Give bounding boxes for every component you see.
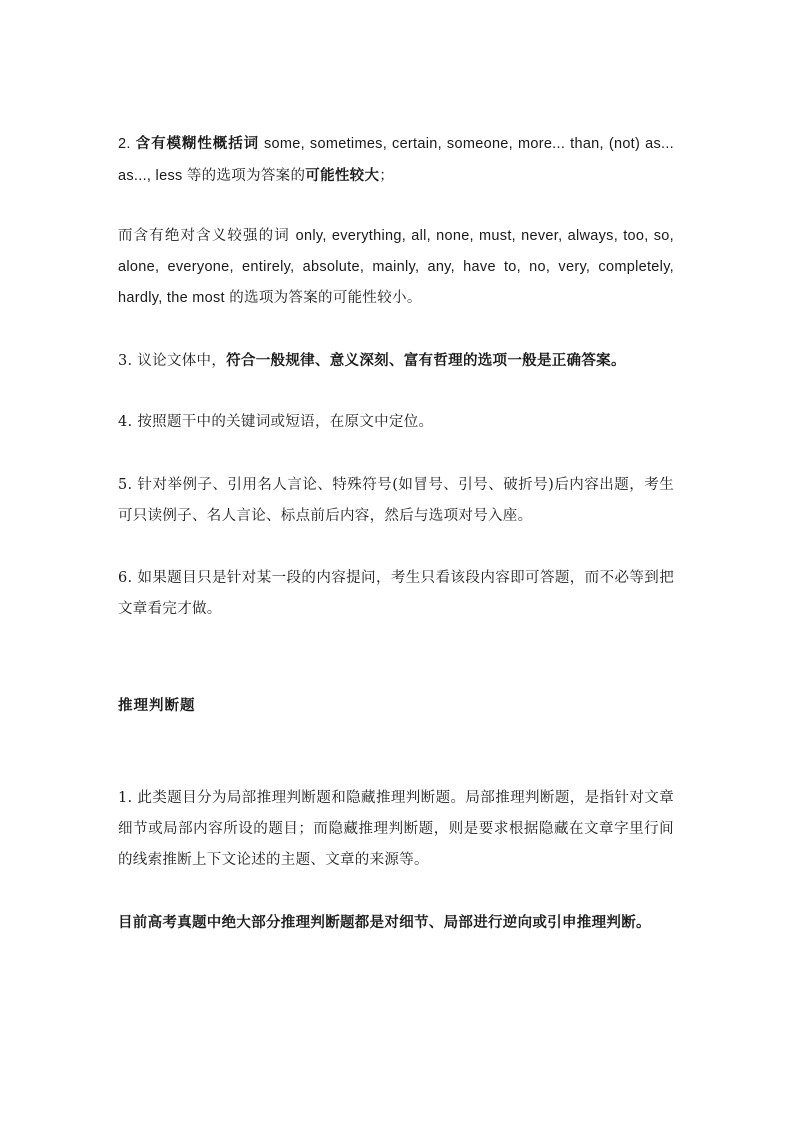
tip-4-text: 4. 按照题干中的关键词或短语，在原文中定位。: [118, 414, 434, 430]
tip-2-bold-term: 含有模糊性概括词: [135, 135, 260, 152]
inference-note-paragraph: [118, 907, 674, 938]
tip-3-paragraph: [118, 345, 674, 377]
tip-2-paragraph: [118, 128, 674, 192]
tip-5-text: 5. 针对举例子、引用名人言论、特殊符号(如冒号、引号、破折号)后内容出题，考生可只读例子、名人言论、标点前后内容，然后与选项对号入座。: [118, 477, 674, 524]
tip-3-bold: 符合一般规律、意义深刻、富有哲理的选项一般是正确答案。: [226, 352, 626, 369]
inference-tip-1-paragraph: [118, 783, 674, 876]
tip-2-middle-text: 等的选项为答案的: [186, 168, 306, 184]
tip-5-paragraph: [118, 470, 674, 532]
tip-3-lead: 3. 议论文体中，: [118, 353, 227, 369]
tip-2-bold-conclusion: 可能性较大: [305, 167, 380, 184]
tip-6-paragraph: [118, 563, 674, 625]
tip-6-text: 6. 如果题目只是针对某一段的内容提问，考生只看该段内容即可答题，而不必等到把文章看完才做。: [118, 570, 674, 617]
inference-tip-1-text: 1. 此类题目分为局部推理判断题和隐藏推理判断题。局部推理判断题，是指针对文章细节或局部内容所设的题目；而隐藏推理判断题，则是要求根据隐藏在文章字里行间的线索推断上下文论述的主题、文章的来源等。: [118, 790, 674, 868]
tip-4-paragraph: [118, 407, 674, 438]
tip-2-number: 2.: [118, 136, 136, 152]
tip-2b-word-list: only, everything, all, none, must, never, always, too, so, alone, everyone, entirely, absolute, mainly, any, have to, no, very, completely, hardly, the most: [118, 228, 674, 306]
tip-2-word-list: some, sometimes, certain, someone, more... than, (not) as... as..., less: [118, 136, 674, 184]
tip-2b-end: 的选项为答案的可能性较小。: [229, 290, 422, 306]
section-heading: 推理判断题: [118, 697, 196, 714]
inference-note-text: 目前高考真题中绝大部分推理判断题都是对细节、局部进行逆向或引申推理判断。: [118, 914, 651, 931]
tip-2b-lead: 而含有绝对含义较强的词: [118, 228, 296, 244]
tip-2-end-punct: ；: [379, 168, 395, 184]
tip-2b-paragraph: [118, 221, 674, 314]
